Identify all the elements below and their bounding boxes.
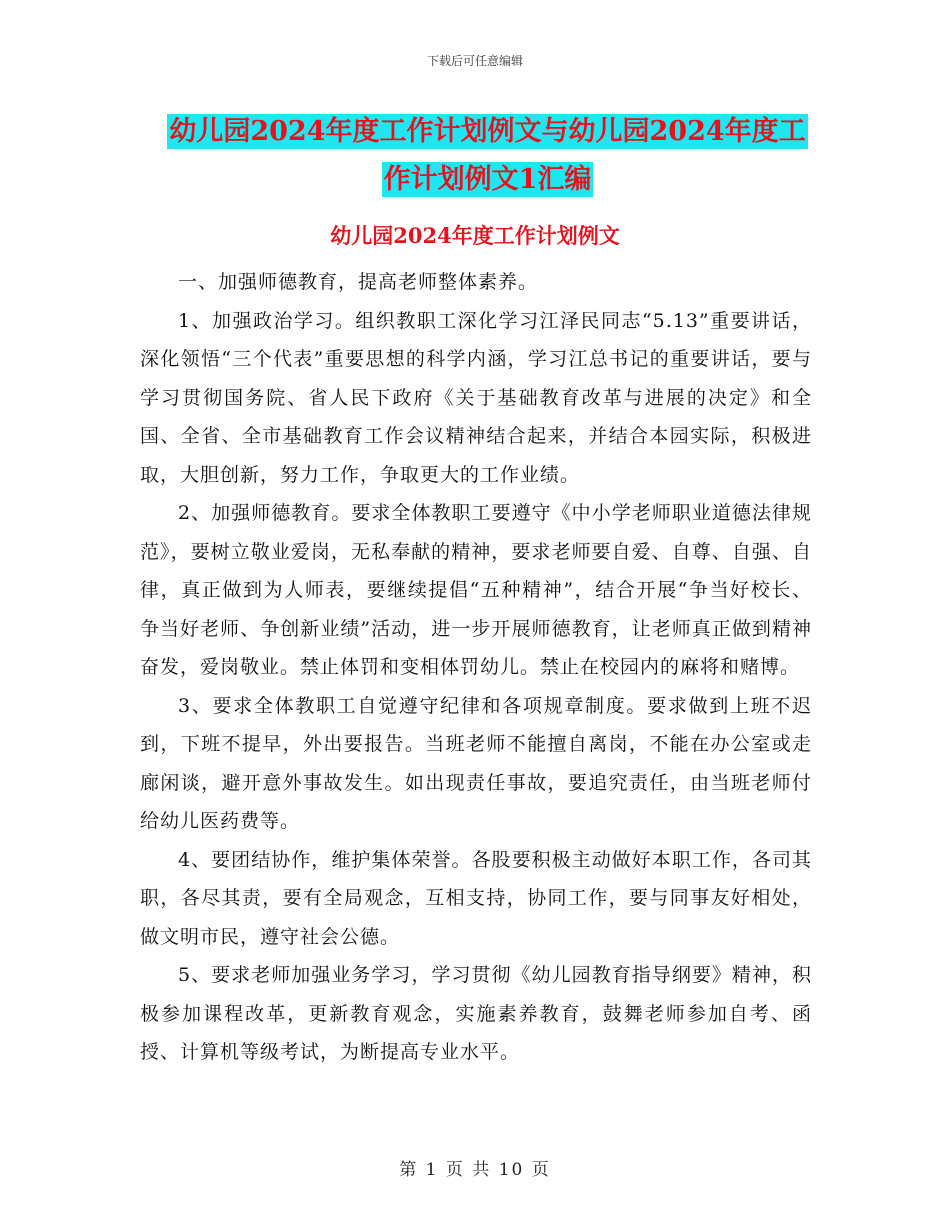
document-title-line-1: 幼儿园2024年度工作计划例文与幼儿园2024年度工 [169,116,806,147]
document-title [160,108,815,204]
document-body [140,263,812,1072]
page-number: 第 1 页 共 10 页 [399,1160,551,1180]
paragraph: 2、加强师德教育。要求全体教职工要遵守《中小学老师职业道德法律规范》，要树立敬业爱岗，无私奉献的精神，要求老师要自爱、自尊、自强、自律，真正做到为人师表，要继续提倡“五种精神”，结合开展“争当好校长、争当好老师、争创新业绩”活动，进一步开展师德教育，让老师真正做到精神奋发，爱岗敬业。禁止体罚和变相体罚幼儿。禁止在校园内的麻将和赌博。 [140,502,812,678]
paragraph-heading: 一、加强师德教育，提高老师整体素养。 [178,271,539,293]
section-title: 幼儿园2024年度工作计划例文 [330,223,620,248]
paragraph: 5、要求老师加强业务学习，学习贯彻《幼儿园教育指导纲要》精神，积极参加课程改革，更新教育观念，实施素养教育，鼓舞老师参加自考、函授、计算机等级考试，为断提高专业水平。 [140,964,812,1063]
paragraph: 1、加强政治学习。组织教职工深化学习江泽民同志“5.13”重要讲话，深化领悟“三个代表”重要思想的科学内涵，学习江总书记的重要讲话，要与学习贯彻国务院、省人民下政府《关于基础教育改革与进展的决定》和全国、全省、全市基础教育工作会议精神结合起来，并结合本园实际，积极进取，大胆创新，努力工作，争取更大的工作业绩。 [140,309,812,486]
paragraph: 4、要团结协作，维护集体荣誉。各股要积极主动做好本职工作，各司其职，各尽其责，要有全局观念，互相支持，协同工作，要与同事友好相处，做文明市民，遵守社会公德。 [140,848,812,948]
paragraph: 3、要求全体教职工自觉遵守纪律和各项规章制度。要求做到上班不迟到，下班不提早，外出要报告。当班老师不能擅自离岗，不能在办公室或走廊闲谈，避开意外事故发生。如出现责任事故，要追究责任，由当班老师付给幼儿医药费等。 [140,694,812,832]
document-title-line-2: 作计划例文1汇编 [383,164,592,195]
page-header-note: 下载后可任意编辑 [426,54,523,68]
